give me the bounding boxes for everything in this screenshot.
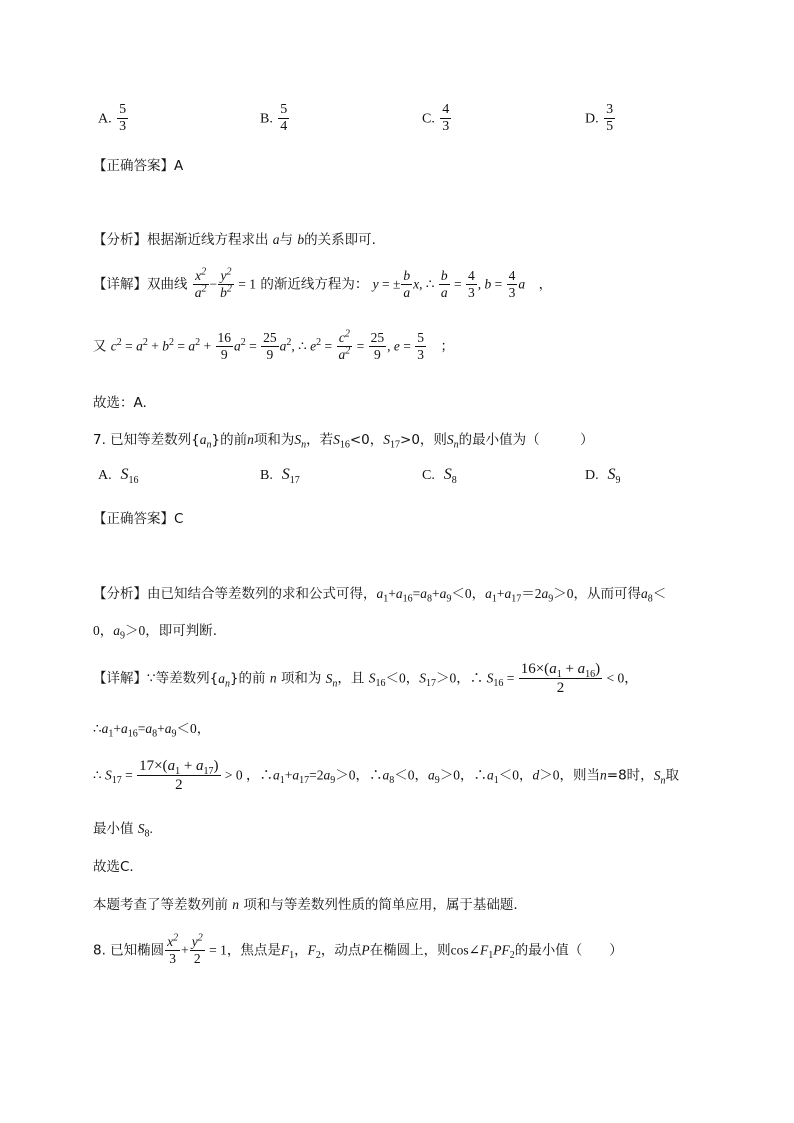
option-label: B. [260,111,273,127]
option-label: D. [585,111,599,127]
option-label: C. [422,111,435,127]
q6-analysis: 【分析】根据渐近线方程求出 a与 b的关系即可. [93,232,376,248]
q7-remark: 本题考查了等差数列前 n 项和与等差数列性质的简单应用，属于基础题. [93,897,518,913]
q7-option-d: D. $S_9$ [585,466,621,486]
q6-option-d [585,102,616,135]
fraction: $\frac{c^2}{a^2}$ [338,328,351,362]
q7-option-a: A. $S_{16}$ [98,466,139,486]
q7-detail-line2: $\therefore a_1+a_{16}=a_8+a_9<0$， [93,721,211,740]
q6-option-b [260,102,290,135]
option-label: A. [98,111,112,127]
q7-detail-line3: ∴ $S_{17}$ = $\frac{17\times(a_1 + a_{17})}{2}$ > 0 ，$\therefore a_1+a_{17}=2a_9>0$，$\therefore a_8<0$，$a_9>0$，$\therefore a_1<0$，d＞0，则当n=8时，$S_n$取 [93,758,679,793]
q7-option-b: B. $S_{17}$ [260,466,300,486]
q7-detail-line4: 最小值 $S_8$. [93,821,153,840]
fraction: $\frac{x^2}{a^2}$ [194,266,207,300]
fraction: $\frac{16}{9}$ [217,330,232,362]
q6-answer [93,154,183,174]
fraction: $\frac{4}{3}$ [442,102,450,134]
q7-answer: 【正确答案】C [93,511,184,527]
q7-stem: 7. 已知等差数列$\{a_n\}$的前n项和为$S_n$，若$S_{16}<0$，$S_{17}>0$，则$S_n$的最小值为（ ） [93,432,594,451]
answer-tag: 【正确答案】 [93,158,174,174]
fraction: $\frac{4}{3}$ [468,268,475,300]
q7-analysis-line2: 0，$a_9>0$，即可判断. [93,623,218,642]
fraction: $\frac{25}{9}$ [370,330,385,362]
q7-conclusion: 故选C. [93,859,134,875]
fraction: $\frac{25}{9}$ [263,330,277,362]
q8-stem: 8. 已知椭圆 $\frac{x^2}{3}$ + $\frac{y^2}{2}$ = 1，焦点是$F_1$，$F_2$，动点P在椭圆上，则$\cos\angle F_1PF_2$的最小值（ ） [93,932,623,966]
q7-option-c: C. $S_8$ [422,466,457,486]
fraction: $\frac{y^2}{2}$ [191,932,203,966]
fraction: $\frac{b}{a}$ [403,268,411,300]
q6-conclusion: 故选：A. [93,395,147,411]
fraction: $\frac{5}{3}$ [417,330,425,362]
fraction: $\frac{16\times(a_1 + a_{16})}{2}$ [520,661,601,696]
q6-detail-line2: 又 $c^2 = a^2 + b^2 = a^2$ + $\frac{16}{9}$ $a^2$ = $\frac{25}{9}$ $a^2$, ∴ $e^2$ = $\frac{c^2}{a^2}$ = $\frac{25}{9}$ , e = $\frac{5}{3}$ ； [93,328,455,362]
q6-option-c [422,102,452,135]
fraction: $\frac{x^2}{3}$ [167,932,179,966]
q6-detail-line1: 【详解】双曲线 $\frac{x^2}{a^2}$ − $\frac{y^2}{b^2}$ = 1 的渐近线方程为： y = ± $\frac{b}{a}$ x, ∴ $\frac{b}{a}$ = $\frac{4}{3}$ , b = $\frac{4}{3}$ a ， [93,266,553,300]
fraction: $\frac{b}{a}$ [440,268,448,300]
answer-value: A [174,158,184,174]
q7-detail-line1: 【详解】∵等差数列$\{a_n\}$的前 n 项和为 $S_n$，且 $S_{16}<0$，$S_{17}>0$，∴ $S_{16}$ = $\frac{16\times(a_1 + a_{16})}{2}$ < 0， [93,661,638,696]
q6-option-a [98,102,129,135]
fraction: $\frac{17\times(a_1 + a_{17})}{2}$ [139,758,219,793]
fraction: $\frac{3}{5}$ [606,102,614,134]
q7-analysis-line1: 【分析】由已知结合等差数列的求和公式可得，$a_1+a_{16}=a_8+a_9<0$，$a_1+a_{17}=2a_9>0$，从而可得$a_8<$ [93,586,667,605]
fraction: $\frac{5}{4}$ [280,102,288,134]
fraction: $\frac{5}{3}$ [119,102,127,134]
fraction: $\frac{y^2}{b^2}$ [220,266,232,300]
fraction: $\frac{4}{3}$ [508,268,516,300]
